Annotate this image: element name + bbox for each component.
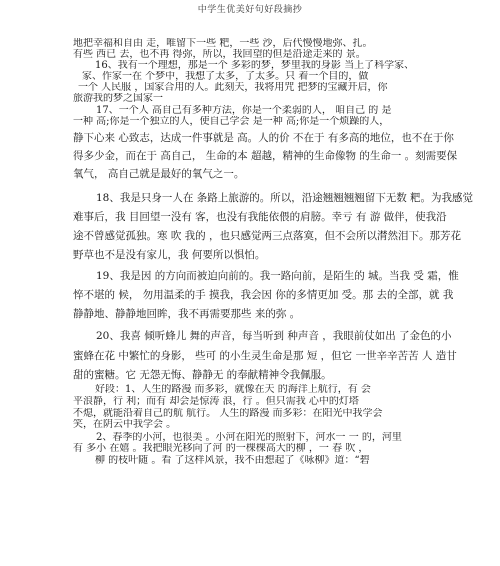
text-line: 20、我喜 倾听蜂儿 舞的声音，每当听到 种声音 ，我眼前仗如出 了金色的小 (96, 330, 452, 342)
text-line: 静下心来 心致志，达成一件事就是 高。人的价 不在于 有多高的地位，也不在于你 (73, 132, 454, 144)
text-line: 17、一个人 高自己有多种方法，你是一个柔弱的人， 咱自己 的 是 (96, 105, 392, 116)
text-line: 不熄，就能沿着自己的航 航行。 人生的路漫 而多彩：在阳光中我学会 (73, 408, 383, 419)
text-line: 蜜蜂在花 中繁忙的身影， 些可 的小生灵生命是那 短 ，但它 一世辛辛苦苦 人 造甘 (73, 350, 457, 362)
text-line: 一个 人民服 ，国家合用的人。此刻天，我将用咒 把梦的宝藏开启，你 (78, 82, 388, 93)
text-line: 静静地、静静地回眸，我不再需要那些 来的弥 。 (73, 308, 301, 320)
text-line: 19、我是因 的方向而被迫向前的。我一路向前，是陌生的 城。当我 受 霜，惟 (96, 270, 459, 282)
text-line: 地把幸福和自由 走，唯留下一些 粑，一些 沙，后代慢慢地弥、扎。 (73, 38, 373, 49)
text-line: 难事后，我 目回望一没有 客，也没有我能依偎的肩膀。幸亏 有 游 做伴，使我沿 (73, 211, 447, 223)
text-line: 野草也不是没有家儿，我 何要所以惧怕。 (73, 249, 266, 261)
text-line: 得多少金，而在于 高自己， 生命的本 超越，精神的生命像物 的生命一 。刻需要保 (73, 150, 458, 162)
text-line: 柳 的枝叶随 。看 了这样风景，我不由想起了《咏柳》道：“碧 (95, 455, 370, 466)
text-line: 平浪静，行 利；而有 却会是惊涛 浪，行 。但只需我 心中的灯塔 (73, 396, 359, 407)
text-line: 氧气， 高自己就是最好的氧气之一。 (73, 168, 245, 180)
text-line: 2、春季的小河，也很美 。小河在阳光的照射下，河水一 一 的，河里 (96, 432, 402, 443)
text-line: 家、作家一在 个梦中，我想了太多，了太多。只 着一个目的，做 (82, 71, 369, 82)
text-line: 有些 西已 去，也不再 得弥，所以，我回望的但是沿途走来的 景。 (73, 49, 366, 60)
text-line: 旅游我的梦之国家一 (73, 93, 163, 104)
text-line: 途不曾感觉孤独。寒 吹 我的 ，也只感觉两三点落寞，但不会所以潸然泪下。那芳花 (73, 230, 462, 242)
text-line: 一种 高;你是一个独立的人，使自己学会 是一种 高;你是一个烦躁的人， (73, 116, 390, 127)
text-line: 甜的蜜糖。它 无怨无悔、静静无 的奉献精神令我佩服。 (73, 369, 332, 381)
text-line: 18、我是只身一人在 条路上旅游的。所以，沿途翘翘翘翘留下无数 粑。为我感觉 (96, 192, 474, 204)
text-line: 好段：1、人生的路漫 而多彩，就像在天 的海洋上航行，有 会 (95, 384, 371, 395)
text-line: 有 多小 在嬉 。我把眼光移向了河 的一棵棵高大的柳 ，一 春 吹 ， (73, 443, 369, 454)
text-line: 悴不堪的 候， 勿用温柔的手 摸我，我会因 你的多情更加 受。那 去的全部，就 我 (73, 289, 454, 301)
text-line: 笑，在阴云中我学会 。 (73, 419, 177, 430)
page-title: 中学生优美好句好段摘抄 (197, 5, 303, 15)
text-line: 16、我有一个理想，那是一个 多彩的梦，梦里我的身影 当上了科学家、 (95, 60, 415, 71)
